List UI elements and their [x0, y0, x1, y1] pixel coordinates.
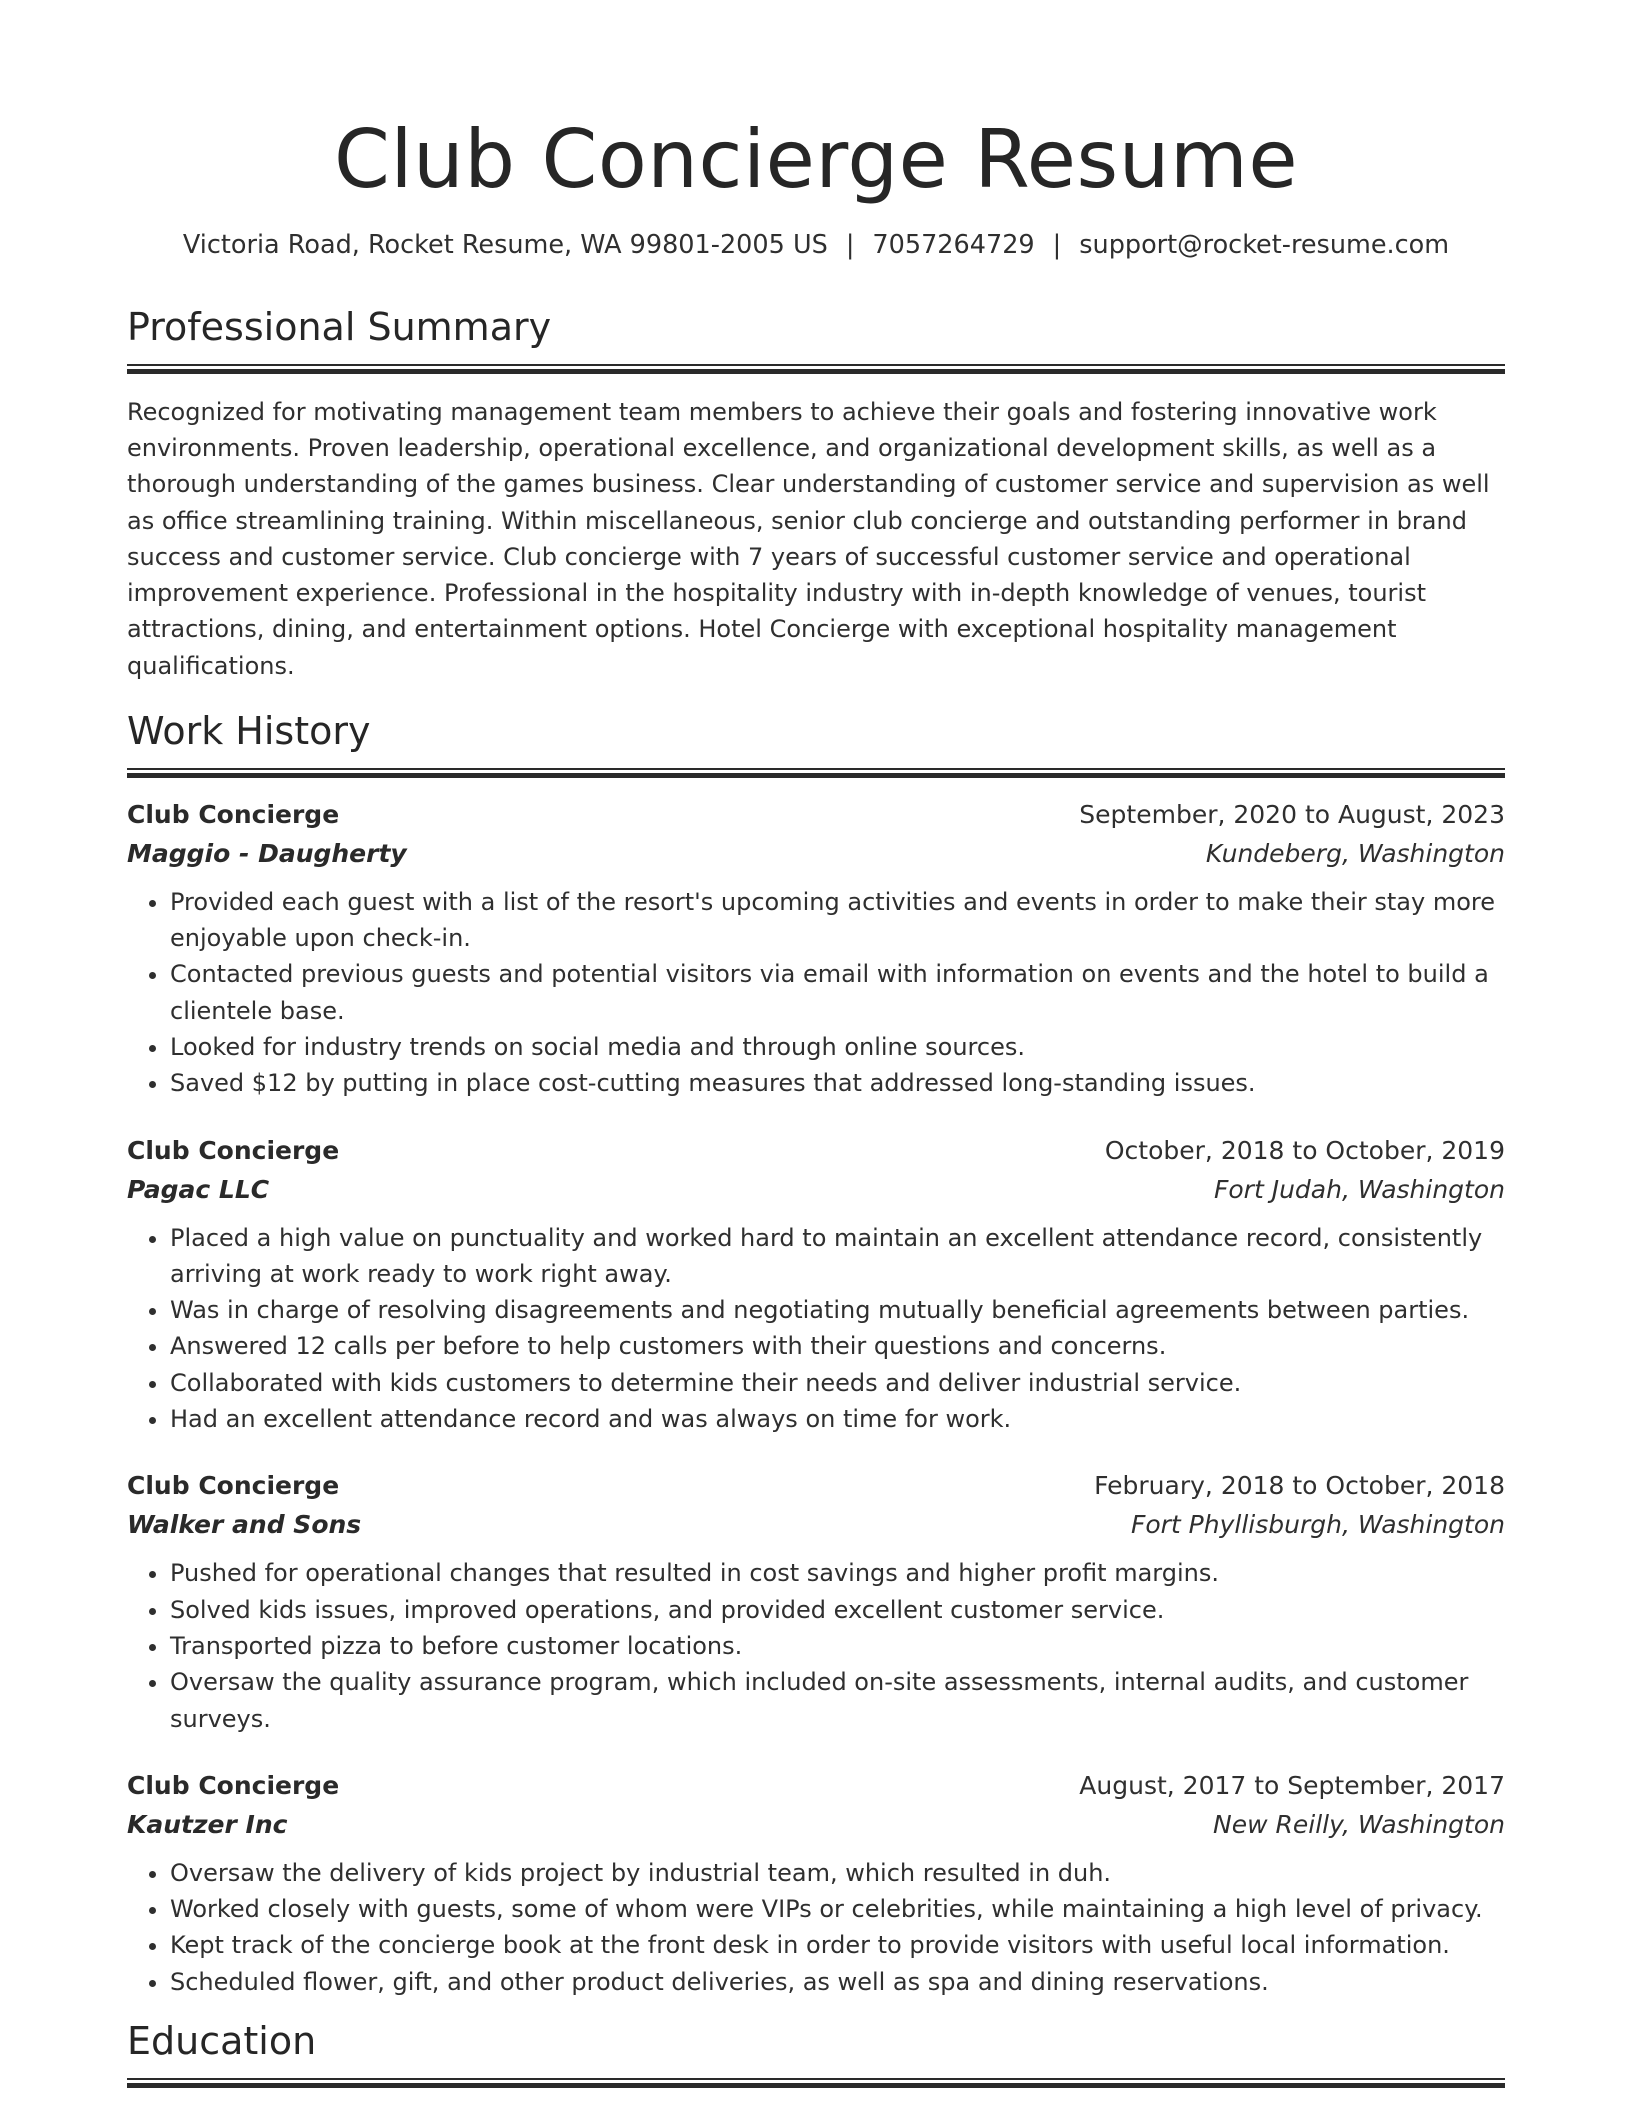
- contact-email: support@rocket-resume.com: [1079, 230, 1450, 260]
- job-location: Fort Judah, Washington: [1214, 1174, 1505, 1204]
- job-bullet: • Worked closely with guests, some of whom were VIPs or celebrities, while maintaining a high level of privacy.: [170, 1891, 1505, 1927]
- job-bullet: • Collaborated with kids customers to determine their needs and deliver industrial service.: [170, 1365, 1505, 1401]
- job-bullet: • Looked for industry trends on social media and through online sources.: [170, 1029, 1505, 1065]
- professional-summary-section: [127, 306, 1505, 684]
- work-history-section: [127, 710, 1505, 2000]
- job-dates: October, 2018 to October, 2019: [1104, 1135, 1505, 1165]
- job-bullet: • Placed a high value on punctuality and worked hard to maintain an excellent attendance record, consistently arriving at work ready to work right away.: [170, 1220, 1505, 1293]
- job-entry: [127, 1136, 1505, 1438]
- job-bullet: • Saved $12 by putting in place cost-cutting measures that addressed long-standing issues.: [170, 1065, 1505, 1101]
- job-location: Kundeberg, Washington: [1205, 838, 1505, 868]
- job-bullet: • Scheduled flower, gift, and other product deliveries, as well as spa and dining reservations.: [170, 1964, 1505, 2000]
- job-bullets: [127, 1220, 1505, 1438]
- job-dates: September, 2020 to August, 2023: [1079, 799, 1505, 829]
- job-title: Club Concierge: [127, 1135, 340, 1165]
- contact-phone: 7057264729: [872, 230, 1035, 260]
- section-divider: [127, 2078, 1505, 2088]
- job-bullets: [127, 1855, 1505, 2000]
- contact-address: Victoria Road, Rocket Resume, WA 99801-2005 US: [182, 230, 828, 260]
- section-divider: [127, 364, 1505, 374]
- section-divider: [127, 768, 1505, 778]
- resume-title: Club Concierge Resume: [333, 113, 1299, 206]
- job-dates: August, 2017 to September, 2017: [1079, 1770, 1505, 1800]
- job-bullet: • Had an excellent attendance record and was always on time for work.: [170, 1401, 1505, 1437]
- section-heading-work-history: Work History: [127, 709, 371, 754]
- job-bullet: • Pushed for operational changes that resulted in cost savings and higher profit margins.: [170, 1555, 1505, 1591]
- contact-separator: |: [1052, 230, 1062, 260]
- job-bullet: • Provided each guest with a list of the resort's upcoming activities and events in order to make their stay more enjoyable upon check-in.: [170, 884, 1505, 957]
- job-bullets: [127, 884, 1505, 1102]
- job-location: Fort Phyllisburgh, Washington: [1130, 1510, 1505, 1540]
- job-bullet: • Was in charge of resolving disagreements and negotiating mutually beneficial agreements between parties.: [170, 1292, 1505, 1328]
- education-section: [127, 2020, 1505, 2088]
- job-title: Club Concierge: [127, 1770, 340, 1800]
- job-bullets: [127, 1555, 1505, 1736]
- job-title: Club Concierge: [127, 799, 340, 829]
- job-bullet: • Solved kids issues, improved operations, and provided excellent customer service.: [170, 1592, 1505, 1628]
- job-entry: [127, 1771, 1505, 2000]
- summary-text: Recognized for motivating management team members to achieve their goals and fostering innovative work environments. Proven leadership, operational excellence, and organizational development skills, as well as a thorough understanding of the games business. Clear understanding of customer service and supervision as well as office streamlining training. Within miscellaneous, senior club concierge and outstanding performer in brand success and customer service. Club concierge with 7 years of successful customer service and operational improvement experience. Professional in the hospitality industry with in-depth knowledge of venues, tourist attractions, dining, and entertainment options. Hotel Concierge with exceptional hospitality management qualifications.: [127, 397, 1490, 680]
- job-bullet: • Oversaw the delivery of kids project by industrial team, which resulted in duh.: [170, 1855, 1505, 1891]
- job-company: Maggio - Daugherty: [127, 838, 407, 868]
- job-company: Walker and Sons: [127, 1510, 362, 1540]
- job-company: Pagac LLC: [127, 1174, 270, 1204]
- job-entry: [127, 800, 1505, 1102]
- contact-separator: |: [845, 230, 855, 260]
- job-bullet: • Contacted previous guests and potential visitors via email with information on events and the hotel to build a clientele base.: [170, 956, 1505, 1029]
- job-entry: [127, 1471, 1505, 1736]
- contact-line: [127, 230, 1505, 260]
- job-bullet: • Kept track of the concierge book at the front desk in order to provide visitors with useful local information.: [170, 1927, 1505, 1963]
- job-dates: February, 2018 to October, 2018: [1094, 1471, 1505, 1501]
- job-bullet: • Oversaw the quality assurance program, which included on-site assessments, internal audits, and customer surveys.: [170, 1664, 1505, 1737]
- section-heading-summary: Professional Summary: [127, 305, 552, 349]
- job-bullet: • Answered 12 calls per before to help customers with their questions and concerns.: [170, 1328, 1505, 1364]
- job-location: New Reilly, Washington: [1213, 1809, 1505, 1839]
- job-company: Kautzer Inc: [127, 1809, 288, 1839]
- job-title: Club Concierge: [127, 1471, 340, 1501]
- section-heading-education: Education: [127, 2018, 317, 2063]
- job-bullet: • Transported pizza to before customer locations.: [170, 1628, 1505, 1664]
